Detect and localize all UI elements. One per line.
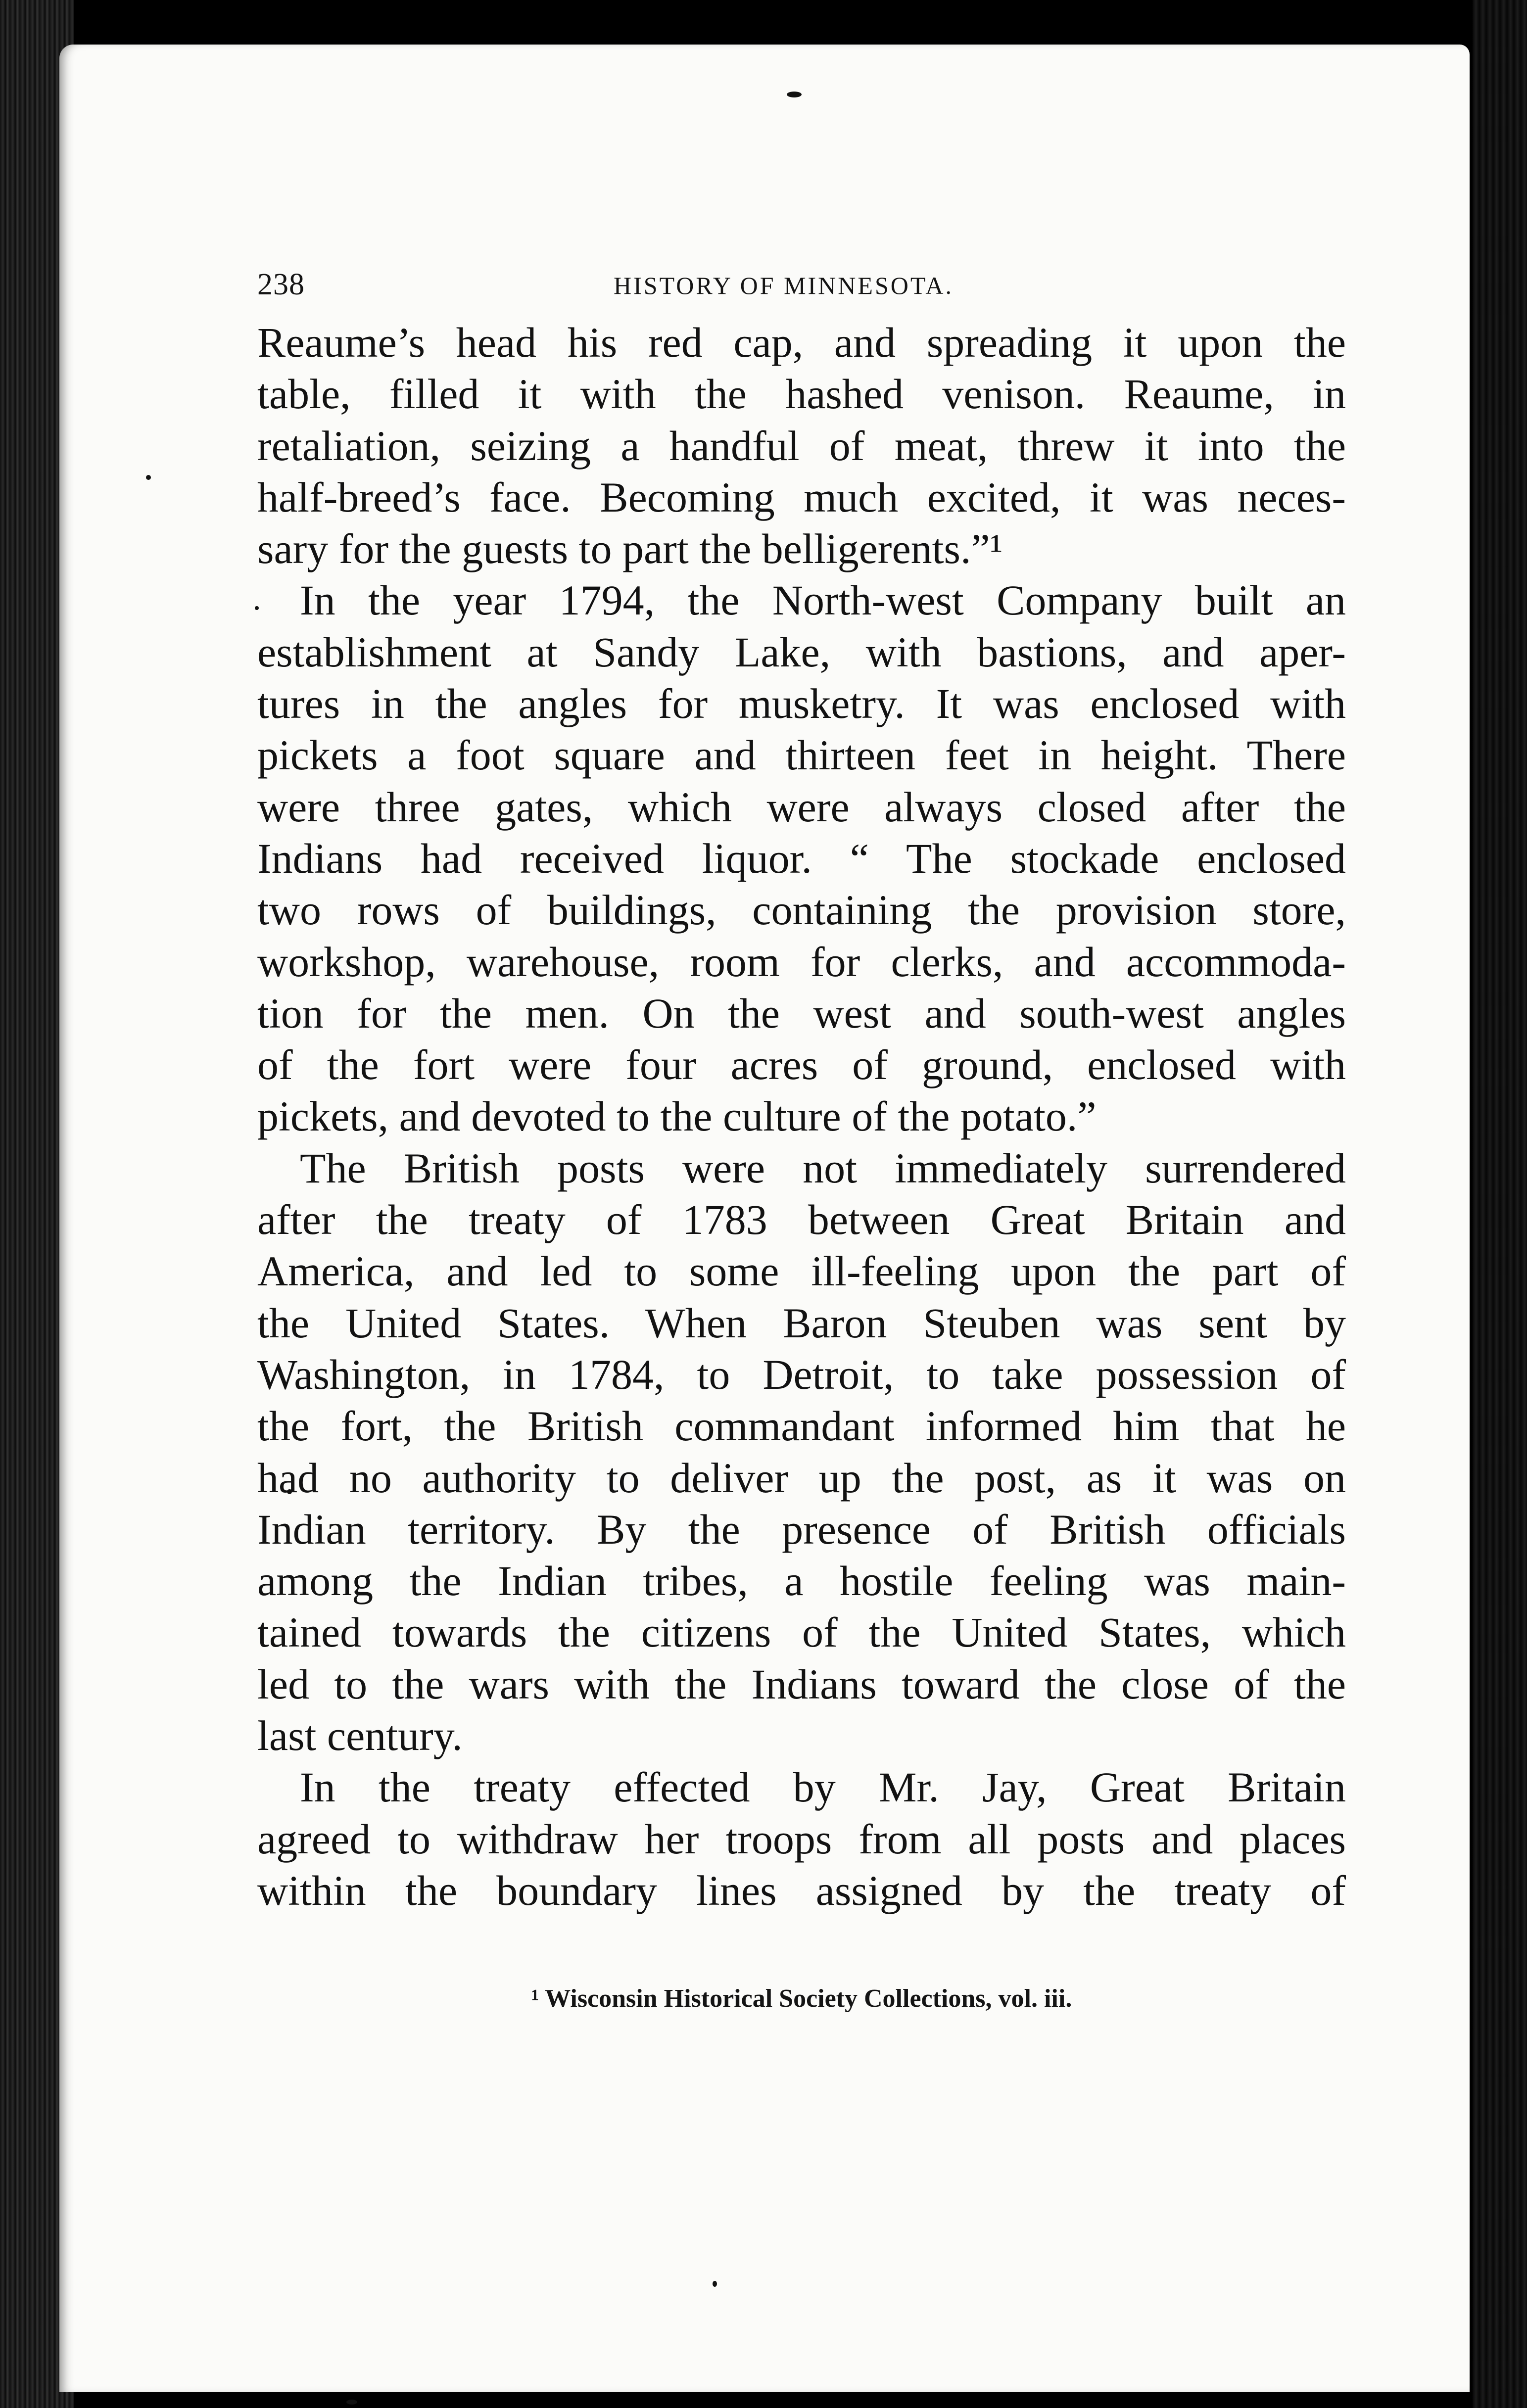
body-text	[257, 317, 1346, 1916]
ink-speck	[713, 2281, 717, 2287]
text-line: tion for the men. On the west and south-west angles	[257, 989, 1346, 1037]
text-line: Reaume’s head his red cap, and spreading it upon the	[257, 319, 1346, 366]
text-line: Washington, in 1784, to Detroit, to take possession of	[257, 1350, 1346, 1398]
text-line: the United States. When Baron Steuben was sent by	[257, 1299, 1346, 1347]
text-line: within the boundary lines assigned by the treaty of	[257, 1866, 1346, 1914]
text-line: led to the wars with the Indians toward the close of the	[257, 1660, 1346, 1708]
text-line: In the year 1794, the North-west Company built an	[300, 576, 1346, 624]
text-line: had no authority to deliver up the post, as it was on	[257, 1454, 1346, 1502]
ink-speck	[146, 475, 151, 480]
text-line: half-breed’s face. Becoming much excited, it was neces-	[257, 473, 1346, 521]
text-line: pickets, and devoted to the culture of the potato.”	[257, 1092, 1097, 1140]
running-header	[257, 267, 1346, 307]
ink-speck	[346, 2400, 357, 2405]
paragraph-4	[257, 1761, 1346, 1916]
paragraph-3	[257, 1142, 1346, 1762]
text-line: were three gates, which were always closed after the	[257, 783, 1346, 831]
text-line: last century.	[257, 1712, 463, 1760]
paragraph-2	[257, 574, 1346, 1142]
footnote: ¹ Wisconsin Historical Society Collections, vol. iii.	[531, 1984, 1072, 2013]
scan-border-right	[1473, 0, 1527, 2408]
text-line: agreed to withdraw her troops from all posts and places	[257, 1815, 1346, 1863]
text-line: among the Indian tribes, a hostile feeling was main-	[257, 1557, 1346, 1605]
text-line: The British posts were not immediately surrendered	[300, 1144, 1346, 1192]
text-line: tained towards the citizens of the United States, which	[257, 1608, 1346, 1656]
text-line: after the treaty of 1783 between Great Britain and	[257, 1196, 1346, 1244]
paragraph-1	[257, 317, 1346, 574]
text-line: workshop, warehouse, room for clerks, and accommoda-	[257, 938, 1346, 986]
text-line: America, and led to some ill-feeling upon the part of	[257, 1247, 1346, 1295]
text-line: sary for the guests to part the belligerents.”¹	[257, 525, 1003, 573]
text-line: pickets a foot square and thirteen feet in height. There	[257, 731, 1346, 779]
text-line: Indians had received liquor. “ The stockade enclosed	[257, 834, 1346, 882]
text-line: In the treaty effected by Mr. Jay, Great Britain	[300, 1763, 1346, 1811]
page-number: 238	[257, 268, 305, 301]
text-line: of the fort were four acres of ground, enclosed with	[257, 1041, 1346, 1089]
running-title: HISTORY OF MINNESOTA.	[614, 272, 954, 299]
text-line: establishment at Sandy Lake, with bastions, and aper-	[257, 628, 1346, 676]
text-line: the fort, the British commandant informed him that he	[257, 1402, 1346, 1450]
text-line: retaliation, seizing a handful of meat, threw it into the	[257, 422, 1346, 470]
text-line: two rows of buildings, containing the provision store,	[257, 886, 1346, 934]
text-line: table, filled it with the hashed venison. Reaume, in	[257, 370, 1346, 418]
ink-speck	[787, 92, 802, 97]
text-line: tures in the angles for musketry. It was enclosed with	[257, 680, 1346, 728]
text-line: Indian territory. By the presence of British officials	[257, 1505, 1346, 1553]
